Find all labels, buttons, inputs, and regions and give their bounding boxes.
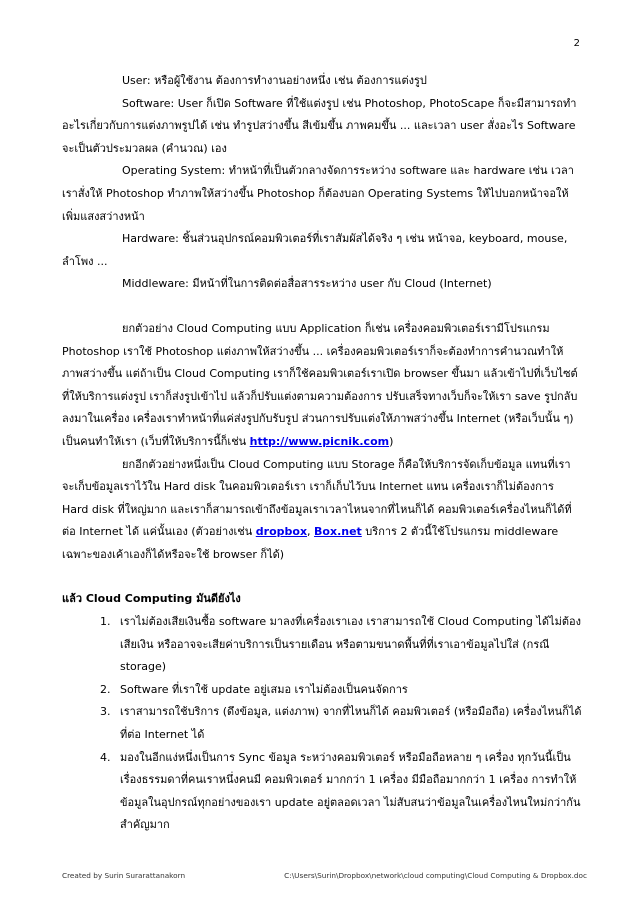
paragraph-user: User: หรือผู้ใช้งาน ต้องการทำงานอย่างหนึ่ง เช่น ต้องการแต่งรูป [122,74,427,87]
list-item-text: Software ที่เราใช้ update อยู่เสมอ เราไม่ต้องเป็นคนจัดการ [120,682,408,696]
list-item-text: เราสามารถใช้บริการ (ดึงข้อมูล, แต่งภาพ) จากที่ไหนก็ได้ คอมพิวเตอร์ (หรือมือถือ) เครื่องไหนก็ได้ที่ต่อ Internet ได้ [120,705,582,742]
list-item [62,701,582,746]
list-item [62,747,582,837]
section-heading: แล้ว Cloud Computing มันดียังไง [62,592,241,606]
page-number: 2 [573,38,580,49]
paragraph-text: ยกตัวอย่าง Cloud Computing แบบ Application ก็เช่น เครื่องคอมพิวเตอร์เรามีโปรแกรม Photoshop เราใช้ Photoshop แต่งภาพให้สว่างขึ้น ... เครื่องคอมพิวเตอร์เราก็จะต้องทำการคำนวณทำให้ภาพสว่างขึ้น แต่ถ้าเป็น Cloud Computing เราก็ใช้คอมพิวเตอร์เราเปิด browser ขึ้นมา แล้วเข้าไปที่เว็บไซต์ที่ให้บริการแต่งรูป เราก็ส่งรูปเข้าไป แล้วก็ปรับแต่งตามความต้องการ ปรับเสร็จทางเว็บก็จะให้เรา save รูปกลับลงมาในเครื่อง เครื่องเราทำหน้าที่แค่ส่งรูปกับรับรูป ส่วนการปรับแต่งให้ภาพสว่างขึ้น Internet (หรือเว็บนั้น ๆ) เป็นคนทำให้เรา (เว็บที่ให้บริการนี้ก็เช่น [62,321,578,448]
footer-author: Created by Surin Surarattanakorn [62,871,186,880]
footer-file-path: C:\Users\Surin\Dropbox\network\cloud computing\Cloud Computing & Dropbox.doc [284,871,587,880]
paragraph-text-end: ) [389,434,394,448]
link-separator: , [307,525,315,539]
box-net-link[interactable]: Box.net [314,525,362,539]
paragraph-text: ยกอีกตัวอย่างหนึ่งเป็น Cloud Computing แบบ Storage ก็คือให้บริการจัดเก็บข้อมูล แทนที่เราจะเก็บข้อมูลเราไว้ใน Hard disk ในคอมพิวเตอร์เรา เราก็เก็บไว้บน Internet แทน เครื่องเราก็ไม่ต้องการ Hard disk ที่ใหญ่มาก และเราก็สามารถเข้าถึงข้อมูลเราเวลาไหนจากที่ไหนก็ได้ คอมพิวเตอร์เครื่องไหนก็ได้ที่ต่อ Internet ได้ แค่นั้นเอง (ตัวอย่างเช่น [62,457,572,539]
paragraph-operating-system: Operating System: ทำหน้าที่เป็นตัวกลางจัดการระหว่าง software และ hardware เช่น เวลาเราสั่งให้ Photoshop ทำภาพให้สว่างขึ้น Photoshop ก็ต้องบอก Operating Systems ให้ไปบอกหน้าจอให้เพิ่มแสงสว่างหน้า [62,164,574,223]
list-number: 3. [100,705,111,719]
list-number: 1. [100,615,111,629]
paragraph-text-end: บริการ 2 ตัวนี้ใช้โปรแกรม middleware เฉพาะของเค้าเองก็ได้หรือจะใช้ browser ก็ได้) [62,525,559,561]
paragraph-hardware: Hardware: ชิ้นส่วนอุปกรณ์คอมพิวเตอร์ที่เราสัมผัสได้จริง ๆ เช่น หน้าจอ, keyboard, mouse, ลำโพง ... [62,232,568,268]
list-number: 2. [100,682,111,696]
paragraph-middleware: Middleware: มีหน้าที่ในการติดต่อสื่อสารระหว่าง user กับ Cloud (Internet) [122,277,492,291]
list-number: 4. [100,750,111,764]
list-item-text: เราไม่ต้องเสียเงินซื้อ software มาลงที่เครื่องเราเอง เราสามารถใช้ Cloud Computing ได้ไม่ต้องเสียเงิน หรืออาจจะเสียค่าบริการเป็นรายเดือน หรือตามขนาดพื้นที่ที่เราเอาข้อมูลไปใส่ (กรณี storage) [120,615,581,674]
list-item [62,679,582,702]
dropbox-link[interactable]: dropbox [255,525,308,539]
picnik-link[interactable]: http://www.picnik.com [249,434,390,448]
spacer [62,296,582,318]
document-body [62,70,582,837]
spacer [62,566,582,588]
list-item [62,611,582,679]
paragraph-application-example [62,318,582,454]
paragraph-storage-example [62,454,582,567]
list-item-text: มองในอีกแง่หนึ่งเป็นการ Sync ข้อมูล ระหว่างคอมพิวเตอร์ หรือมือถือหลาย ๆ เครื่อง ทุกวันนี้เป็นเรื่องธรรมดาที่คนเราหนึ่งคนมี คอมพิวเตอร์ มากกว่า 1 เครื่อง มีมือถือมากกว่า 1 เครื่อง การทำให้ข้อมูลในอุปกรณ์ทุกอย่างของเรา update อยู่ตลอดเวลา ไม่สับสนว่าข้อมูลในเครื่องไหนใหม่กว่ากันสำคัญมาก [120,750,581,832]
paragraph-software: Software: User ก็เปิด Software ที่ใช้แต่งรูป เช่น Photoshop, PhotoScape ก็จะมีสามารถทำอะไรเกี่ยวกับการแต่งภาพรูปได้ เช่น ทำรูปสว่างขึ้น สีเข้มขึ้น ภาพคมขึ้น ... และเวลา user สั่งอะไร Software จะเป็นตัวประมวลผล (คำนวณ) เอง [62,96,577,155]
benefits-list [62,611,582,837]
